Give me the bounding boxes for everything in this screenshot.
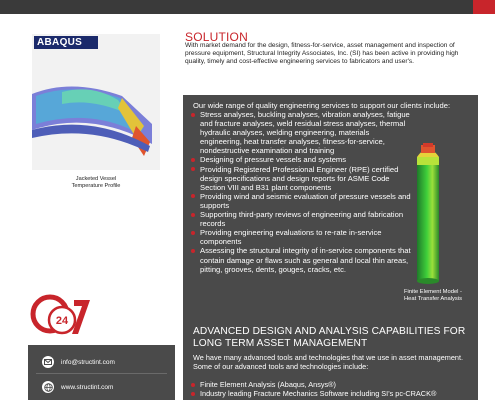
- list-item: Designing of pressure vessels and systems: [191, 155, 411, 164]
- services-panel: [183, 95, 478, 400]
- bullet-dot: [191, 158, 195, 162]
- advanced-text-line1: We have many advanced tools and technologies that we use in asset management.: [193, 353, 464, 362]
- list-item: Stress analyses, buckling analyses, vibration analyses, fatigue and fracture analyses, weld residual stress analyses, thermal hydraulic analyses, welding engineering, materials engineering, heat transfer analyses, fitness-for-service, nondestructive examination and training: [191, 110, 411, 155]
- envelope-icon: [42, 356, 54, 368]
- top-bar-accent: [473, 0, 495, 14]
- contact-panel: [28, 345, 175, 400]
- contact-email-row[interactable]: [42, 356, 115, 368]
- list-item: Finite Element Analysis (Abaqus, Ansys®): [191, 381, 471, 390]
- advanced-text-line2: Some of our advanced tools and technologies include:: [193, 361, 369, 371]
- svg-text:24: 24: [55, 315, 69, 327]
- fea-caption-line2: Heat Transfer Analysis: [404, 296, 462, 302]
- bullet-dot: [191, 213, 195, 217]
- fea-model-figure: [411, 143, 447, 285]
- fea-cylinder-plot: [411, 143, 447, 285]
- clock-24-7-icon: [28, 290, 94, 338]
- globe-icon: [42, 381, 54, 393]
- advanced-title: ADVANCED DESIGN AND ANALYSIS CAPABILITIES FOR LONG TERM ASSET MANAGEMENT: [193, 326, 466, 349]
- contact-website[interactable]: www.structint.com: [61, 383, 114, 391]
- bullet-dot: [191, 231, 195, 235]
- contact-divider: [36, 373, 167, 374]
- bullet-dot: [191, 249, 195, 253]
- advanced-list: [191, 381, 471, 399]
- abaqus-logo: ABAQUS: [34, 36, 98, 49]
- jacketed-vessel-figure: [32, 34, 160, 170]
- solution-title: SOLUTION: [185, 30, 248, 44]
- solution-text: With market demand for the design, fitness-for-service, asset management and inspection of pressure equipment, Structural Integrity Associates, Inc. (SI) has been active in providing high quality, timely and cost-effective engineering services to fabricators and user's.: [185, 42, 459, 65]
- list-item: Providing engineering evaluations to re-rate in-service components: [191, 228, 411, 246]
- list-item: Assessing the structural integrity of in-service components that contain damage or flaws such as general and local thin areas, pitting, grooves, dents, gouges, cracks, etc.: [191, 246, 411, 273]
- vessel-figure-caption: [32, 176, 160, 190]
- bullet-dot: [191, 113, 195, 117]
- vessel-caption-line2: Temperature Profile: [71, 183, 121, 189]
- logo-247: [28, 290, 94, 338]
- top-bar: [0, 0, 495, 14]
- list-item: Providing wind and seismic evaluation of pressure vessels and supports: [191, 192, 411, 210]
- vessel-temperature-plot: [32, 34, 160, 170]
- bullet-dot: [191, 383, 195, 387]
- vessel-caption-line1: Jacketed Vessel: [75, 176, 117, 182]
- bullet-dot: [191, 392, 195, 396]
- fea-model-caption: [393, 289, 473, 303]
- bullet-dot: [191, 167, 195, 171]
- bullet-dot: [191, 194, 195, 198]
- contact-website-row[interactable]: [42, 381, 113, 393]
- contact-email[interactable]: info@structint.com: [61, 358, 115, 366]
- advanced-text: [193, 354, 473, 372]
- fea-caption-line1: Finite Element Model -: [404, 289, 462, 295]
- list-item: Supporting third-party reviews of engineering and fabrication records: [191, 210, 411, 228]
- list-item: Providing Registered Professional Engineer (RPE) certified design specifications and design reports for ASME Code Section VIII and B31 plant components: [191, 165, 411, 192]
- services-list: [191, 110, 411, 274]
- services-intro: Our wide range of quality engineering services to support our clients include:: [193, 101, 451, 110]
- list-item: Industry leading Fracture Mechanics Software including SI's pc-CRACK®: [191, 390, 471, 399]
